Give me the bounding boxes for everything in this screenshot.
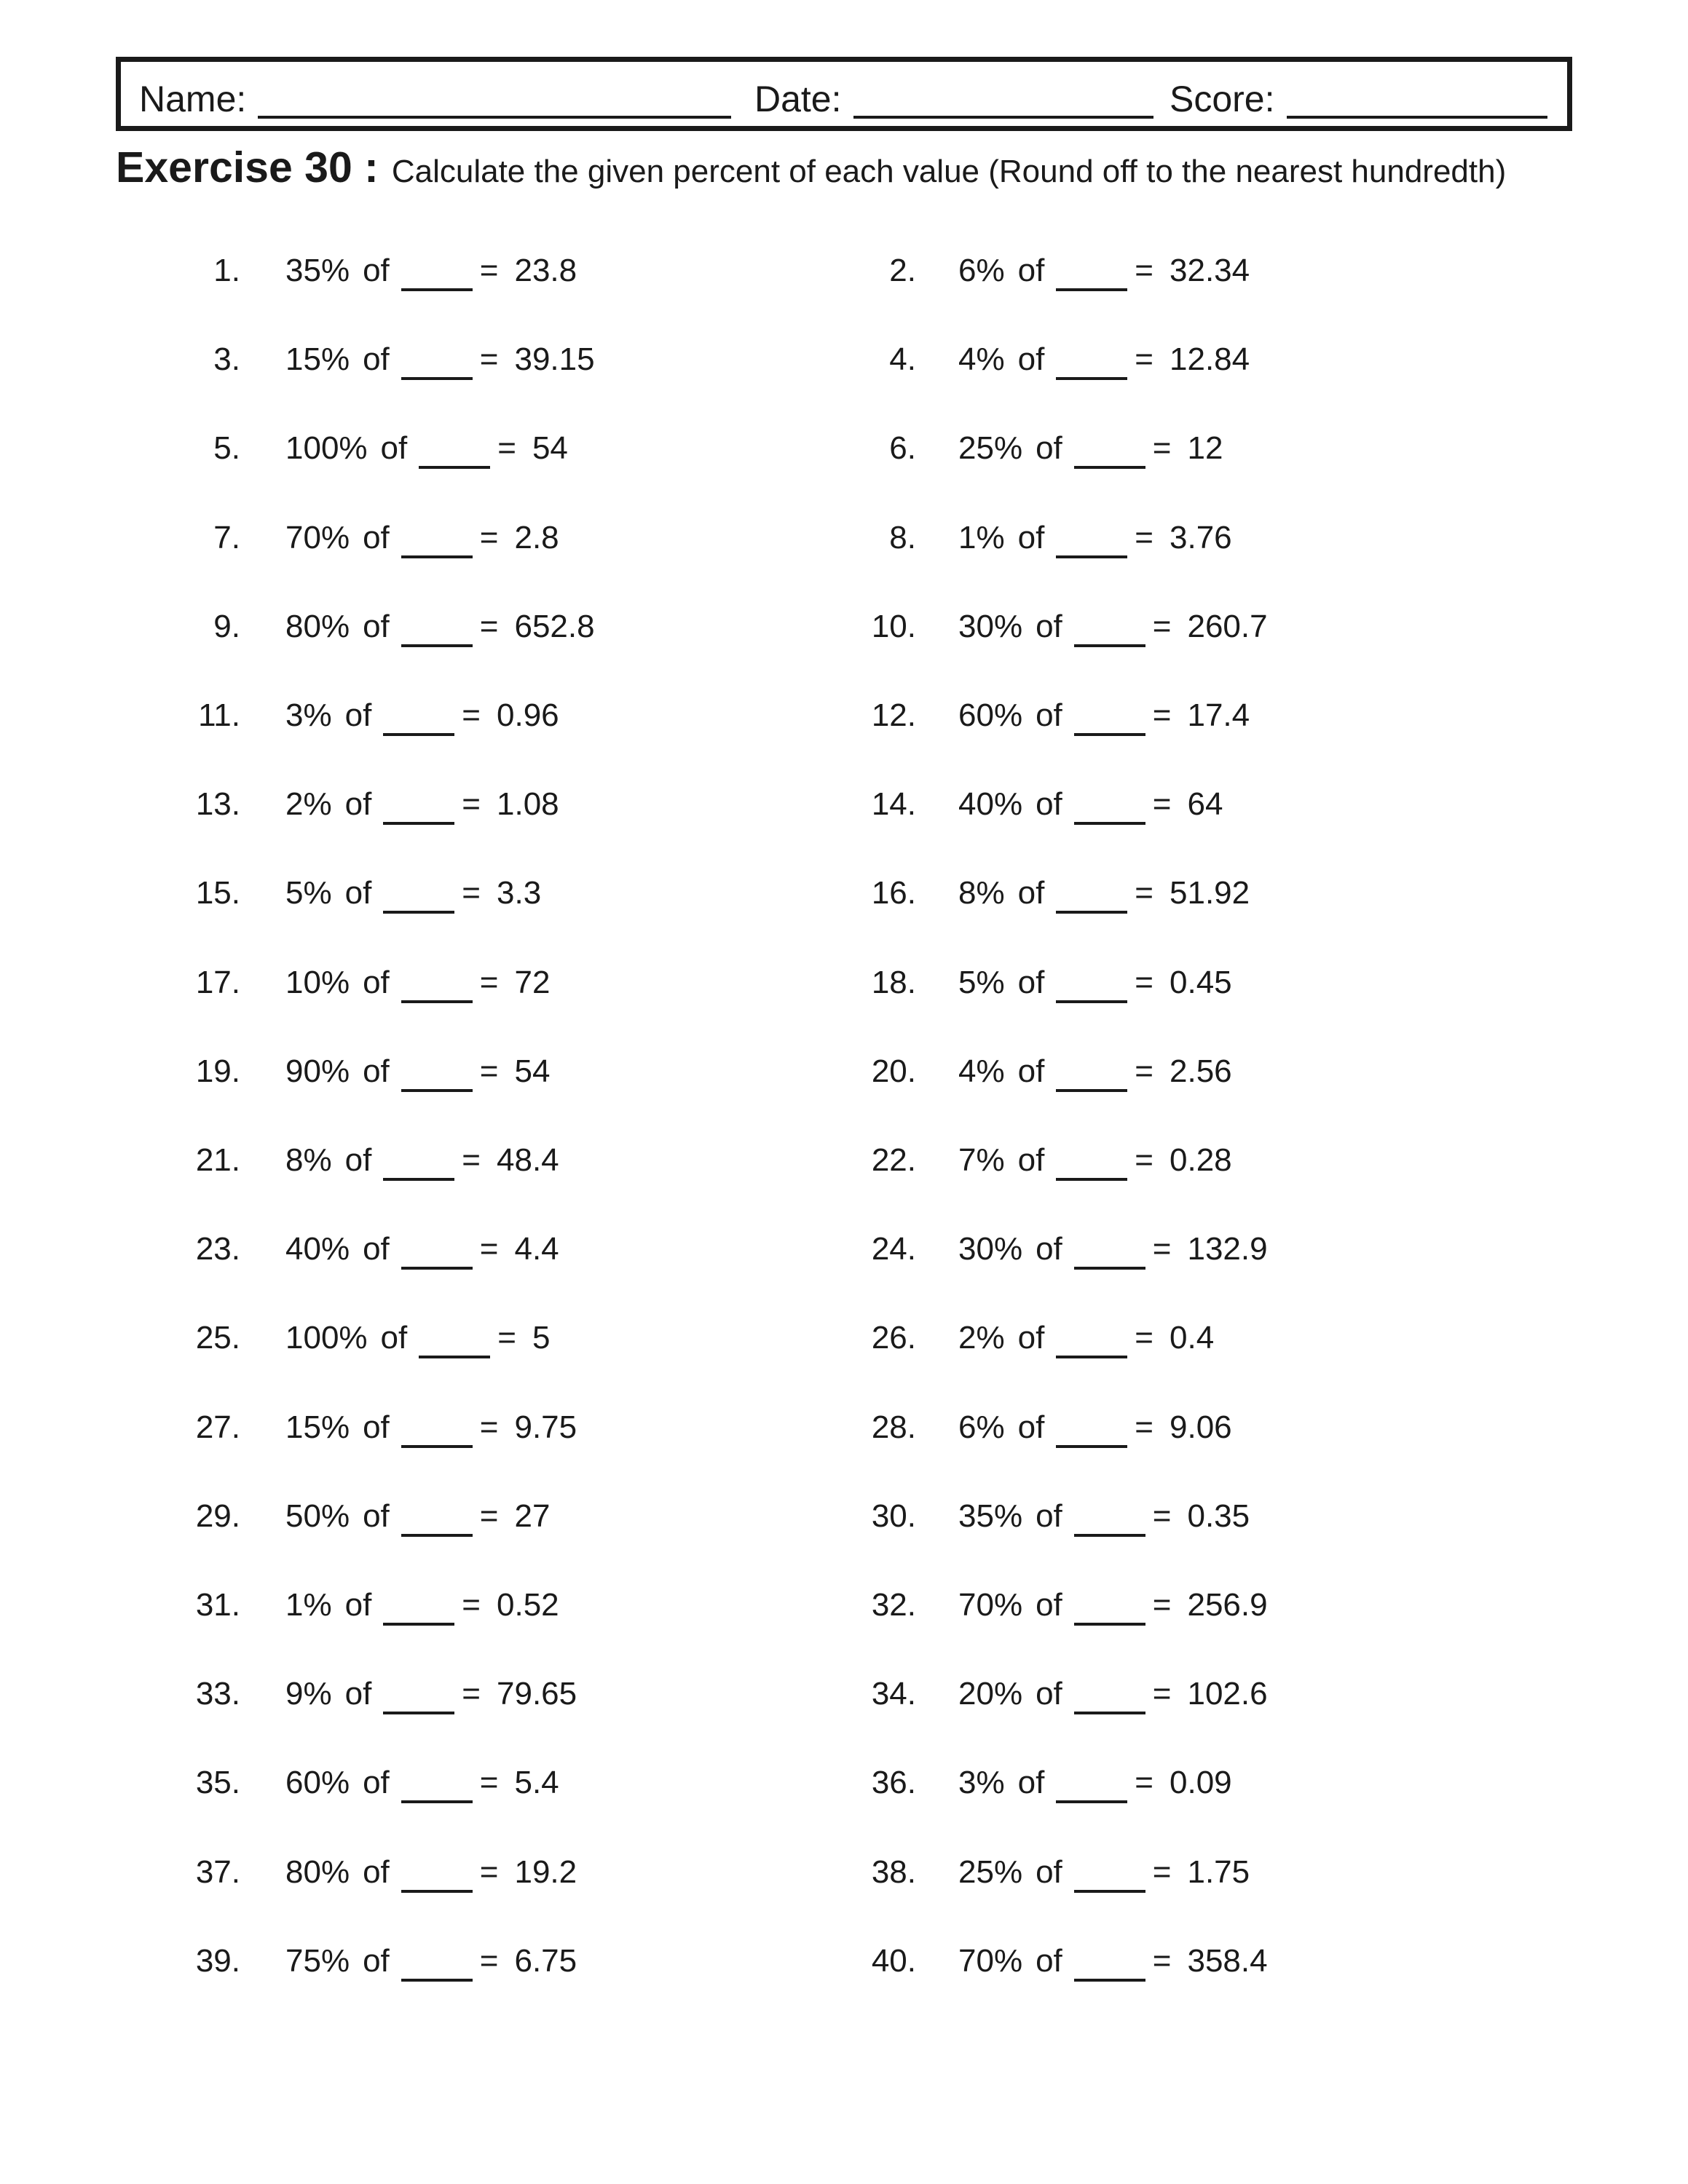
problem-result: 652.8	[514, 608, 595, 644]
problem-result: 3.76	[1170, 519, 1232, 555]
problem-number: 33.	[195, 1676, 240, 1712]
problem-result: 23.8	[514, 253, 577, 288]
equals-sign: =	[462, 1587, 481, 1623]
problem-percent: 40%	[285, 1231, 350, 1267]
problem-item	[0, 1754, 1688, 1812]
problem-number: 19.	[195, 1053, 240, 1089]
problem-item	[0, 1665, 1688, 1723]
problem-of-text: of	[344, 786, 372, 823]
problem-number: 22.	[871, 1142, 916, 1178]
problem-result: 79.65	[497, 1676, 577, 1712]
answer-blank[interactable]	[1074, 1623, 1145, 1626]
problem-result: 12.84	[1170, 341, 1250, 378]
problem-item	[0, 1220, 1688, 1278]
problem-result: 72	[514, 964, 551, 1000]
problem-percent: 25%	[958, 430, 1023, 467]
equals-sign: =	[479, 1053, 499, 1089]
problem-of-text: of	[1036, 1497, 1062, 1534]
problem-result: 0.28	[1170, 1142, 1232, 1178]
equals-sign: =	[1152, 608, 1172, 644]
problem-percent: 5%	[958, 964, 1005, 1000]
problem-percent: 5%	[285, 875, 332, 911]
problem-of-text: of	[363, 1853, 390, 1890]
name-input-line[interactable]	[258, 84, 731, 119]
problem-percent: 2%	[958, 1320, 1005, 1356]
problem-percent: 100%	[285, 1320, 368, 1356]
problem-of-text: of	[1036, 1942, 1062, 1979]
problem-number: 9.	[213, 608, 240, 644]
problem-result: 54	[532, 430, 568, 467]
problem-number: 6.	[889, 430, 916, 467]
equals-sign: =	[1135, 964, 1153, 1000]
problem-item	[0, 954, 1688, 1012]
equals-sign: =	[1135, 253, 1153, 288]
equals-sign: =	[1152, 786, 1172, 823]
problem-result: 1.75	[1187, 1853, 1250, 1890]
problem-item	[0, 1487, 1688, 1546]
problem-result: 48.4	[497, 1142, 559, 1178]
problem-percent: 60%	[285, 1765, 350, 1801]
equals-sign: =	[479, 608, 499, 644]
problem-item	[0, 509, 1688, 567]
problem-percent: 70%	[958, 1587, 1023, 1623]
equals-sign: =	[1152, 1942, 1172, 1979]
problem-percent: 4%	[958, 1053, 1005, 1089]
problem-result: 2.56	[1170, 1053, 1232, 1089]
equals-sign: =	[479, 253, 499, 288]
problem-of-text: of	[1036, 1676, 1062, 1712]
equals-sign: =	[1152, 430, 1172, 467]
problem-item	[0, 419, 1688, 478]
problem-of-text: of	[363, 341, 390, 378]
answer-blank[interactable]	[1056, 1800, 1127, 1803]
problem-percent: 8%	[285, 1142, 332, 1178]
problem-number: 34.	[871, 1676, 916, 1712]
equals-sign: =	[497, 1320, 516, 1356]
problem-item	[0, 775, 1688, 834]
problem-result: 0.45	[1170, 964, 1232, 1000]
problem-result: 0.4	[1170, 1320, 1215, 1356]
answer-blank[interactable]	[1056, 1089, 1127, 1092]
problem-of-text: of	[1036, 1853, 1062, 1890]
problem-number: 25.	[195, 1320, 240, 1356]
problem-result: 1.08	[497, 786, 559, 823]
problem-number: 30.	[871, 1497, 916, 1534]
answer-blank[interactable]	[1056, 911, 1127, 914]
equals-sign: =	[479, 1231, 499, 1267]
problem-of-text: of	[1036, 608, 1062, 644]
problem-number: 24.	[871, 1231, 916, 1267]
problem-percent: 35%	[958, 1497, 1023, 1534]
problem-of-text: of	[1036, 430, 1062, 467]
score-field	[1170, 79, 1547, 119]
problem-result: 0.09	[1170, 1765, 1232, 1801]
problem-of-text: of	[363, 1053, 390, 1089]
student-info-box	[116, 57, 1572, 131]
problem-percent: 1%	[285, 1587, 332, 1623]
problem-item	[0, 1576, 1688, 1634]
problem-of-text: of	[344, 1142, 372, 1178]
answer-blank[interactable]	[1074, 1890, 1145, 1893]
problem-of-text: of	[1036, 786, 1062, 823]
answer-blank[interactable]	[1074, 1712, 1145, 1714]
date-input-line[interactable]	[853, 84, 1153, 119]
date-label: Date:	[754, 79, 842, 119]
problem-result: 51.92	[1170, 875, 1250, 911]
problem-number: 14.	[871, 786, 916, 823]
problem-of-text: of	[1036, 1587, 1062, 1623]
problem-number: 18.	[871, 964, 916, 1000]
problem-number: 40.	[871, 1942, 916, 1979]
problem-item	[0, 1932, 1688, 1990]
problem-result: 256.9	[1187, 1587, 1268, 1623]
equals-sign: =	[1135, 1409, 1153, 1445]
problem-result: 0.35	[1187, 1497, 1250, 1534]
answer-blank[interactable]	[1056, 288, 1127, 291]
problem-number: 27.	[195, 1409, 240, 1445]
problem-result: 0.52	[497, 1587, 559, 1623]
problem-result: 0.96	[497, 697, 559, 733]
problem-result: 32.34	[1170, 253, 1250, 288]
problem-percent: 20%	[958, 1676, 1023, 1712]
problem-result: 6.75	[514, 1942, 577, 1979]
problem-of-text: of	[344, 1676, 372, 1712]
problem-result: 102.6	[1187, 1676, 1268, 1712]
answer-blank[interactable]	[1056, 1445, 1127, 1448]
answer-blank[interactable]	[1074, 733, 1145, 736]
problem-percent: 40%	[958, 786, 1023, 823]
equals-sign: =	[479, 1942, 499, 1979]
problem-percent: 70%	[285, 519, 350, 555]
problem-percent: 30%	[958, 1231, 1023, 1267]
problem-of-text: of	[363, 1231, 390, 1267]
problem-number: 21.	[195, 1142, 240, 1178]
equals-sign: =	[1152, 1231, 1172, 1267]
problem-number: 26.	[871, 1320, 916, 1356]
problem-number: 1.	[213, 253, 240, 288]
equals-sign: =	[1135, 875, 1153, 911]
exercise-instruction: Calculate the given percent of each value (Round off to the nearest hundredth)	[391, 154, 1507, 189]
problem-of-text: of	[363, 253, 390, 288]
answer-blank[interactable]	[1074, 1979, 1145, 1982]
problem-item	[0, 331, 1688, 389]
problem-number: 32.	[871, 1587, 916, 1623]
problem-percent: 6%	[958, 253, 1005, 288]
equals-sign: =	[479, 1853, 499, 1890]
problem-number: 29.	[195, 1497, 240, 1534]
problem-number: 35.	[195, 1765, 240, 1801]
problem-of-text: of	[380, 430, 408, 467]
equals-sign: =	[1152, 1676, 1172, 1712]
problem-number: 17.	[195, 964, 240, 1000]
problem-percent: 50%	[285, 1497, 350, 1534]
problem-number: 39.	[195, 1942, 240, 1979]
problem-number: 20.	[871, 1053, 916, 1089]
answer-blank[interactable]	[1074, 644, 1145, 647]
problem-of-text: of	[1017, 1320, 1045, 1356]
exercise-title	[116, 143, 1506, 192]
problem-percent: 8%	[958, 875, 1005, 911]
answer-blank[interactable]	[1056, 377, 1127, 380]
problem-of-text: of	[1017, 875, 1045, 911]
problem-percent: 15%	[285, 341, 350, 378]
problem-percent: 35%	[285, 253, 350, 288]
equals-sign: =	[1135, 519, 1153, 555]
problem-result: 9.75	[514, 1409, 577, 1445]
problem-result: 9.06	[1170, 1409, 1232, 1445]
problem-of-text: of	[1017, 1409, 1045, 1445]
problem-item	[0, 242, 1688, 300]
exercise-heading: Exercise 30 :	[116, 143, 379, 191]
problem-result: 2.8	[514, 519, 559, 555]
problem-number: 4.	[889, 341, 916, 378]
problem-of-text: of	[1017, 519, 1045, 555]
answer-blank[interactable]	[1056, 555, 1127, 558]
problem-number: 31.	[195, 1587, 240, 1623]
equals-sign: =	[462, 786, 481, 823]
problem-percent: 75%	[285, 1942, 350, 1979]
problem-percent: 2%	[285, 786, 332, 823]
equals-sign: =	[462, 875, 481, 911]
name-field	[139, 79, 731, 119]
problem-result: 3.3	[497, 875, 542, 911]
problem-percent: 80%	[285, 1853, 350, 1890]
problem-number: 23.	[195, 1231, 240, 1267]
problem-percent: 1%	[958, 519, 1005, 555]
problem-of-text: of	[363, 608, 390, 644]
problem-number: 13.	[195, 786, 240, 823]
problem-number: 37.	[195, 1853, 240, 1890]
problem-result: 54	[514, 1053, 551, 1089]
problem-of-text: of	[1017, 1765, 1045, 1801]
problem-of-text: of	[1036, 697, 1062, 733]
problem-of-text: of	[363, 519, 390, 555]
problem-of-text: of	[363, 1765, 390, 1801]
problem-number: 36.	[871, 1765, 916, 1801]
equals-sign: =	[462, 1142, 481, 1178]
problem-result: 19.2	[514, 1853, 577, 1890]
name-label: Name:	[139, 79, 247, 119]
problem-percent: 90%	[285, 1053, 350, 1089]
problem-of-text: of	[1036, 1231, 1062, 1267]
problem-item	[0, 1131, 1688, 1190]
problem-number: 2.	[889, 253, 916, 288]
problem-percent: 7%	[958, 1142, 1005, 1178]
problem-result: 5.4	[514, 1765, 559, 1801]
problem-of-text: of	[1017, 253, 1045, 288]
answer-blank[interactable]	[1074, 1534, 1145, 1537]
problem-result: 12	[1187, 430, 1223, 467]
problem-item	[0, 598, 1688, 656]
problem-result: 5	[532, 1320, 551, 1356]
problem-percent: 10%	[285, 964, 350, 1000]
problem-result: 27	[514, 1497, 551, 1534]
problem-percent: 6%	[958, 1409, 1005, 1445]
problem-percent: 30%	[958, 608, 1023, 644]
problem-item	[0, 1042, 1688, 1101]
equals-sign: =	[462, 697, 481, 733]
problem-of-text: of	[344, 697, 372, 733]
equals-sign: =	[497, 430, 516, 467]
problem-number: 8.	[889, 519, 916, 555]
problem-number: 38.	[871, 1853, 916, 1890]
problem-result: 39.15	[514, 341, 595, 378]
answer-blank[interactable]	[1074, 1267, 1145, 1270]
problem-item	[0, 1843, 1688, 1902]
problem-result: 132.9	[1187, 1231, 1268, 1267]
equals-sign: =	[1152, 1497, 1172, 1534]
problem-number: 3.	[213, 341, 240, 378]
date-field	[754, 79, 1153, 119]
problem-percent: 70%	[958, 1942, 1023, 1979]
equals-sign: =	[1152, 1853, 1172, 1890]
problem-result: 260.7	[1187, 608, 1268, 644]
problem-item	[0, 687, 1688, 745]
equals-sign: =	[1135, 1053, 1153, 1089]
answer-blank[interactable]	[1074, 466, 1145, 469]
problem-of-text: of	[363, 964, 390, 1000]
equals-sign: =	[1135, 341, 1153, 378]
equals-sign: =	[479, 1409, 499, 1445]
problem-item	[0, 864, 1688, 922]
equals-sign: =	[1152, 697, 1172, 733]
equals-sign: =	[479, 964, 499, 1000]
equals-sign: =	[1135, 1765, 1153, 1801]
problem-of-text: of	[380, 1320, 408, 1356]
answer-blank[interactable]	[1056, 1000, 1127, 1003]
problem-item	[0, 1398, 1688, 1457]
answer-blank[interactable]	[1056, 1178, 1127, 1181]
problem-percent: 3%	[958, 1765, 1005, 1801]
problem-percent: 80%	[285, 608, 350, 644]
problem-percent: 9%	[285, 1676, 332, 1712]
problem-percent: 100%	[285, 430, 368, 467]
problem-number: 7.	[213, 519, 240, 555]
problem-item	[0, 1309, 1688, 1367]
problem-of-text: of	[1017, 964, 1045, 1000]
answer-blank[interactable]	[1056, 1356, 1127, 1358]
problem-number: 16.	[871, 875, 916, 911]
problem-result: 4.4	[514, 1231, 559, 1267]
equals-sign: =	[479, 519, 499, 555]
problem-percent: 25%	[958, 1853, 1023, 1890]
problem-number: 5.	[213, 430, 240, 467]
problem-percent: 15%	[285, 1409, 350, 1445]
problem-number: 12.	[871, 697, 916, 733]
problem-of-text: of	[1017, 1053, 1045, 1089]
equals-sign: =	[462, 1676, 481, 1712]
score-input-line[interactable]	[1287, 84, 1547, 119]
problem-number: 10.	[871, 608, 916, 644]
problem-of-text: of	[1017, 1142, 1045, 1178]
problem-number: 15.	[195, 875, 240, 911]
equals-sign: =	[1135, 1320, 1153, 1356]
problem-result: 358.4	[1187, 1942, 1268, 1979]
problem-result: 64	[1187, 786, 1223, 823]
problem-percent: 3%	[285, 697, 332, 733]
problem-of-text: of	[1017, 341, 1045, 378]
equals-sign: =	[479, 1765, 499, 1801]
problem-number: 11.	[198, 697, 240, 733]
problem-of-text: of	[363, 1497, 390, 1534]
problem-of-text: of	[344, 875, 372, 911]
problem-number: 28.	[871, 1409, 916, 1445]
problem-result: 17.4	[1187, 697, 1250, 733]
answer-blank[interactable]	[1074, 822, 1145, 825]
problem-of-text: of	[363, 1942, 390, 1979]
problem-of-text: of	[344, 1587, 372, 1623]
problem-of-text: of	[363, 1409, 390, 1445]
problem-percent: 4%	[958, 341, 1005, 378]
equals-sign: =	[479, 1497, 499, 1534]
equals-sign: =	[1135, 1142, 1153, 1178]
score-label: Score:	[1170, 79, 1275, 119]
equals-sign: =	[479, 341, 499, 378]
problem-percent: 60%	[958, 697, 1023, 733]
equals-sign: =	[1152, 1587, 1172, 1623]
